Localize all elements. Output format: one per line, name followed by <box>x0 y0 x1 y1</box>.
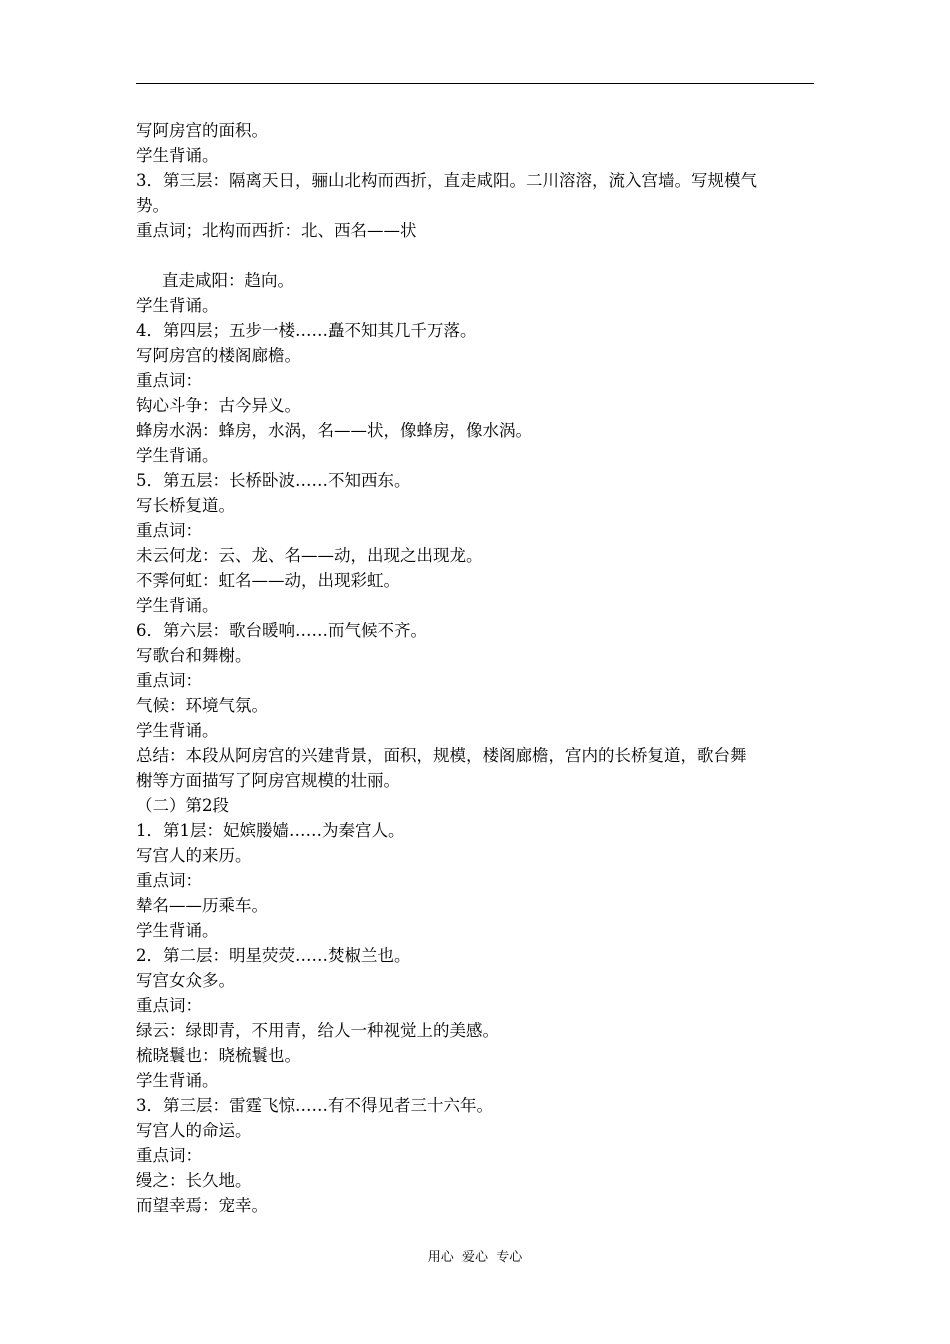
text-line: 辇名——历乘车。 <box>136 896 268 915</box>
text-line: 榭等方面描写了阿房宫规模的壮丽。 <box>136 771 400 790</box>
section-heading: （二）第2段 <box>136 796 229 815</box>
document-body <box>136 118 816 1218</box>
text-line: 学生背诵。 <box>136 296 219 315</box>
text-line: 梳晓鬟也：晓梳鬟也。 <box>136 1046 301 1065</box>
text-line: 学生背诵。 <box>136 1071 219 1090</box>
text-line: 重点词；北构而西折：北、西名——状 <box>136 221 417 240</box>
text-line: 写宫人的命运。 <box>136 1121 252 1140</box>
text-line: 而望幸焉：宠幸。 <box>136 1196 268 1215</box>
text-line: 1．第1层：妃嫔媵嫱……为秦宫人。 <box>136 821 405 840</box>
blank-line <box>136 243 816 268</box>
text-line: 蜂房水涡：蜂房，水涡，名——状，像蜂房，像水涡。 <box>136 421 532 440</box>
text-line: 学生背诵。 <box>136 146 219 165</box>
text-line: 学生背诵。 <box>136 596 219 615</box>
text-line: 2．第二层：明星荧荧……焚椒兰也。 <box>136 946 411 965</box>
text-line: 未云何龙：云、龙、名——动，出现之出现龙。 <box>136 546 483 565</box>
text-line: 重点词： <box>136 871 202 890</box>
text-line: 总结：本段从阿房宫的兴建背景，面积，规模，楼阁廊檐，宫内的长桥复道，歌台舞 <box>136 746 747 765</box>
text-line: 重点词： <box>136 1146 202 1165</box>
text-line: 势。 <box>136 196 169 215</box>
text-line: 3．第三层：雷霆飞惊……有不得见者三十六年。 <box>136 1096 493 1115</box>
text-line: 3．第三层：隔离天日，骊山北构而西折，直走咸阳。二川溶溶，流入宫墙。写规模气 <box>136 171 757 190</box>
text-line: 钩心斗争：古今异义。 <box>136 396 301 415</box>
text-line: 重点词： <box>136 996 202 1015</box>
text-line: 绿云：绿即青，不用青，给人一种视觉上的美感。 <box>136 1021 499 1040</box>
text-line: 写阿房宫的面积。 <box>136 121 268 140</box>
page-footer: 用心 爱心 专心 <box>427 1250 523 1265</box>
text-line: 写歌台和舞榭。 <box>136 646 252 665</box>
text-line: 学生背诵。 <box>136 721 219 740</box>
text-line: 5．第五层：长桥卧波……不知西东。 <box>136 471 411 490</box>
header-rule <box>136 83 814 84</box>
text-line: 不霁何虹：虹名——动，出现彩虹。 <box>136 571 400 590</box>
text-line: 写阿房宫的楼阁廊檐。 <box>136 346 301 365</box>
text-line: 写长桥复道。 <box>136 496 235 515</box>
text-line: 写宫女众多。 <box>136 971 235 990</box>
text-line: 6．第六层：歌台暖响……而气候不齐。 <box>136 621 427 640</box>
text-line: 学生背诵。 <box>136 921 219 940</box>
text-line: 重点词： <box>136 521 202 540</box>
text-line: 重点词： <box>136 671 202 690</box>
text-line: 4．第四层；五步一楼……矗不知其几千万落。 <box>136 321 477 340</box>
text-line: 学生背诵。 <box>136 446 219 465</box>
text-line: 缦之：长久地。 <box>136 1171 252 1190</box>
text-line: 直走咸阳：趋向。 <box>162 271 294 290</box>
text-line: 写宫人的来历。 <box>136 846 252 865</box>
text-line: 气候：环境气氛。 <box>136 696 268 715</box>
text-line: 重点词： <box>136 371 202 390</box>
